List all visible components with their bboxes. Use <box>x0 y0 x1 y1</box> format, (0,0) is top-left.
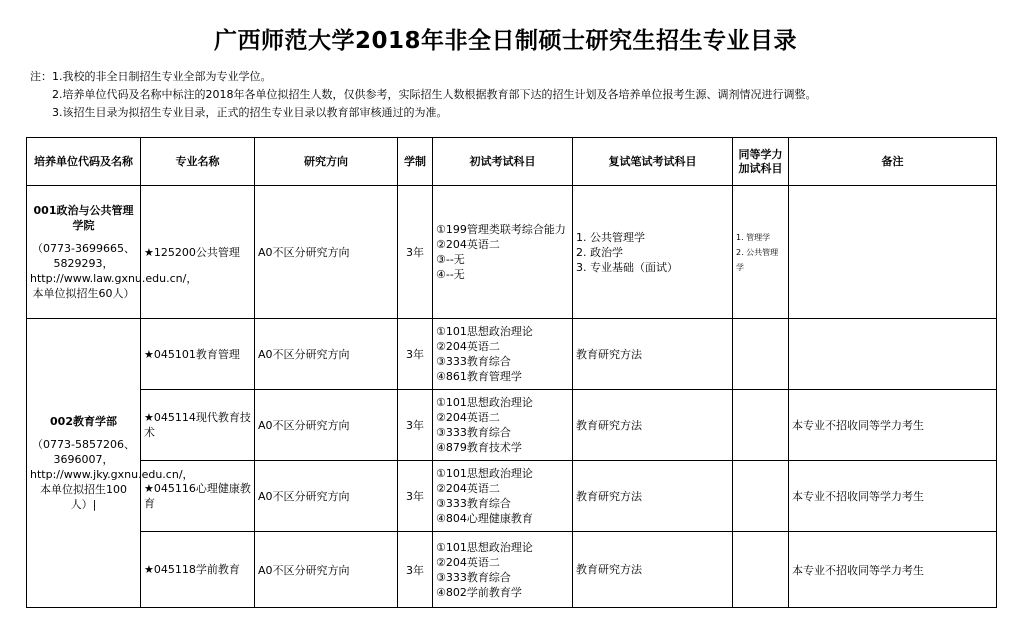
table-row <box>27 186 997 319</box>
duration: 3年 <box>398 532 433 608</box>
subject-line: ②204英语二 <box>436 340 500 353</box>
duration: 3年 <box>398 319 433 390</box>
notes-label: 注： <box>30 70 52 83</box>
major-name: ★045118学前教育 <box>141 532 255 608</box>
subject-line: ④804心理健康教育 <box>436 512 533 525</box>
duration: 3年 <box>398 186 433 319</box>
subject-line: 教育研究方法 <box>576 489 642 503</box>
retest-subjects <box>573 532 733 608</box>
subject-line: ①101思想政治理论 <box>436 540 533 554</box>
subject-line: 3. 专业基础（面试） <box>576 260 678 274</box>
header-prelim: 初试考试科目 <box>433 138 573 186</box>
prelim-subjects <box>433 390 573 461</box>
header-row <box>27 138 997 186</box>
direction: A0不区分研究方向 <box>255 532 398 608</box>
remark: 本专业不招收同等学力考生 <box>789 532 997 608</box>
subject-line: ②204英语二 <box>436 482 500 495</box>
subject-line: 教育研究方法 <box>576 347 642 361</box>
subject-line: 1. 公共管理学 <box>576 230 645 244</box>
retest-subjects <box>573 319 733 390</box>
note-item: 1.我校的非全日制招生专业全部为专业学位。 <box>52 70 272 83</box>
table-row <box>27 319 997 390</box>
header-unit: 培养单位代码及名称 <box>27 138 141 186</box>
subject-line: ④--无 <box>436 268 465 281</box>
subject-line: ①101思想政治理论 <box>436 467 533 480</box>
duration: 3年 <box>398 461 433 532</box>
equiv-subjects <box>733 532 789 608</box>
direction: A0不区分研究方向 <box>255 186 398 319</box>
subject-line: 教育研究方法 <box>576 418 642 432</box>
subject-line: 2. 政治学 <box>576 245 623 259</box>
equiv-subjects <box>733 461 789 532</box>
header-retest: 复试笔试考试科目 <box>573 138 733 186</box>
major-name: ★045116心理健康教育 <box>141 461 255 532</box>
subject-line: ③333教育综合 <box>436 497 511 510</box>
subject-line: ③333教育综合 <box>436 426 511 439</box>
major-name: ★045101教育管理 <box>141 319 255 390</box>
prelim-subjects <box>433 319 573 390</box>
subject-line: ④802学前教育学 <box>436 585 522 599</box>
subject-line: ②204英语二 <box>436 555 500 569</box>
direction: A0不区分研究方向 <box>255 390 398 461</box>
prelim-subjects <box>433 461 573 532</box>
header-direction: 研究方向 <box>255 138 398 186</box>
major-name: ★045114现代教育技术 <box>141 390 255 461</box>
catalog-table <box>26 137 997 608</box>
subject-line: ④879教育技术学 <box>436 441 522 454</box>
prelim-subjects <box>433 186 573 319</box>
retest-subjects <box>573 461 733 532</box>
notes <box>30 68 990 122</box>
page-title: 广西师范大学2018年非全日制硕士研究生招生专业目录 <box>213 28 797 54</box>
unit-name: 002教育学部 <box>50 415 117 428</box>
remark: 本专业不招收同等学力考生 <box>789 390 997 461</box>
remark <box>789 319 997 390</box>
subject-line: ①101思想政治理论 <box>436 325 533 338</box>
note-item: 2.培养单位代码及名称中标注的2018年各单位拟招生人数，仅供参考，实际招生人数根据教育部下达的招生计划及各培养单位报考生源、调剂情况进行调整。 <box>52 88 817 101</box>
subject-line: ②204英语二 <box>436 411 500 424</box>
direction: A0不区分研究方向 <box>255 461 398 532</box>
table-row <box>27 390 997 461</box>
subject-line: ③333教育综合 <box>436 570 511 584</box>
duration: 3年 <box>398 390 433 461</box>
header-equiv: 同等学力加试科目 <box>733 138 789 186</box>
direction: A0不区分研究方向 <box>255 319 398 390</box>
header-duration: 学制 <box>398 138 433 186</box>
subject-line: ①101思想政治理论 <box>436 396 533 409</box>
subject-line: 1. 管理学 <box>736 232 771 242</box>
unit-name: 001政治与公共管理学院 <box>33 204 134 232</box>
equiv-subjects <box>733 319 789 390</box>
subject-line: 教育研究方法 <box>576 563 642 576</box>
unit-contact: （0773-5857206、3696007，http://www.jky.gxnu.edu.cn/，本单位拟招生100人）| <box>30 438 194 511</box>
equiv-subjects <box>733 390 789 461</box>
equiv-subjects <box>733 186 789 319</box>
major-name: ★125200公共管理 <box>141 186 255 319</box>
subject-line: ④861教育管理学 <box>436 370 522 383</box>
retest-subjects <box>573 186 733 319</box>
subject-line: ③--无 <box>436 253 465 266</box>
note-item: 3.该招生目录为拟招生专业目录，正式的招生专业目录以教育部审核通过的为准。 <box>52 106 448 119</box>
subject-line: ②204英语二 <box>436 238 500 251</box>
subject-line: ①199管理类联考综合能力 <box>436 223 566 236</box>
prelim-subjects <box>433 532 573 608</box>
remark: 本专业不招收同等学力考生 <box>789 461 997 532</box>
subject-line: 2. 公共管理学 <box>736 247 779 272</box>
retest-subjects <box>573 390 733 461</box>
remark <box>789 186 997 319</box>
header-remark: 备注 <box>789 138 997 186</box>
header-major: 专业名称 <box>141 138 255 186</box>
unit-contact: （0773-3699665、5829293，http://www.law.gxnu.edu.cn/，本单位拟招生60人） <box>30 242 198 300</box>
subject-line: ③333教育综合 <box>436 355 511 368</box>
table-row <box>27 532 997 608</box>
